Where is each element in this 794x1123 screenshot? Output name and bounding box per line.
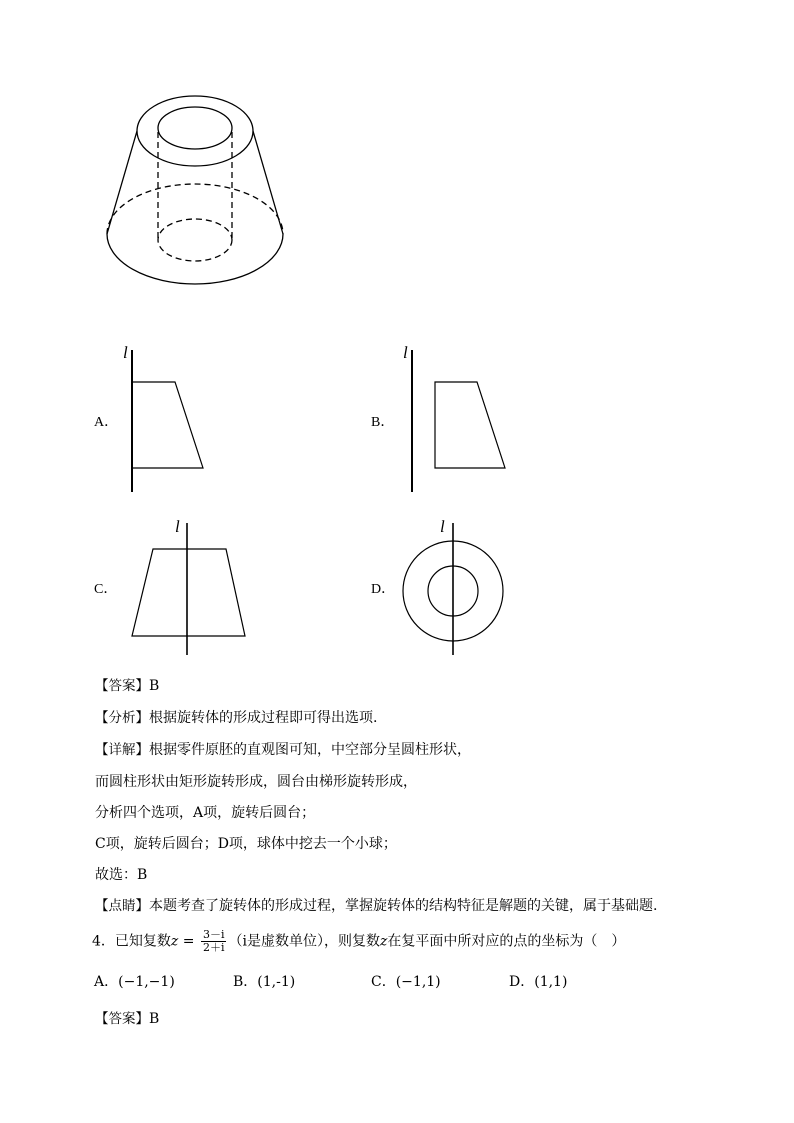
q4-var-z: z bbox=[170, 933, 179, 950]
trapezoid-c bbox=[132, 549, 245, 636]
q4-var-z2: z bbox=[379, 933, 388, 950]
q4-choice-c[interactable] bbox=[371, 971, 441, 991]
q4-choice-a-value: (−1,−1) bbox=[118, 974, 175, 990]
axis-l-label-d: l bbox=[440, 517, 445, 536]
option-a-label[interactable]: A． bbox=[94, 415, 119, 430]
q4-fraction bbox=[201, 929, 227, 954]
detail-tag: 【详解】 bbox=[95, 742, 149, 758]
q4-frac-num: 3－i bbox=[202, 928, 225, 941]
analysis-line bbox=[95, 708, 377, 728]
q4-choice-d-label: D． bbox=[509, 974, 535, 990]
option-c-label[interactable]: C． bbox=[94, 582, 118, 597]
option-c-figure[interactable] bbox=[125, 515, 255, 660]
left-slant-edge bbox=[107, 131, 137, 234]
q4-choice-b-value: (1,‐1) bbox=[257, 974, 296, 990]
q4-choice-c-value: (−1,1) bbox=[395, 974, 441, 990]
q4-answer-line bbox=[95, 1009, 159, 1029]
q4-choice-b-label: B． bbox=[233, 974, 258, 990]
bottom-back-arc bbox=[107, 184, 283, 234]
q4-prefix: 4．已知复数 bbox=[92, 933, 171, 950]
trapezoid-b bbox=[435, 382, 505, 468]
comment-text: 本题考查了旋转体的形成过程，掌握旋转体的结构特征是解题的关键，属于基础题. bbox=[149, 898, 658, 914]
option-a-figure[interactable] bbox=[115, 340, 215, 500]
option-d-label[interactable]: D． bbox=[371, 582, 396, 597]
answer-line bbox=[95, 676, 159, 696]
option-b-figure[interactable] bbox=[395, 340, 515, 500]
q4-middle: （i是虚数单位），则复数 bbox=[228, 933, 380, 950]
q4-eq: = bbox=[178, 933, 199, 950]
hole-bottom-ellipse bbox=[158, 219, 232, 261]
q4-choice-d-value: (1,1) bbox=[534, 974, 568, 990]
detail-line-4: C项，旋转后圆台；D项，球体中挖去一个小球； bbox=[95, 836, 397, 852]
comment-line bbox=[95, 896, 657, 916]
axis-l-label-c: l bbox=[175, 517, 180, 536]
analysis-tag: 【分析】 bbox=[95, 710, 149, 726]
q4-choice-a[interactable] bbox=[94, 971, 175, 991]
q4-choice-b[interactable] bbox=[233, 971, 295, 991]
bottom-front-arc bbox=[107, 234, 283, 284]
detail-line-2: 而圆柱形状由矩形旋转形成，圆台由梯形旋转形成， bbox=[95, 774, 417, 790]
axis-l-label-b: l bbox=[403, 343, 408, 362]
option-d-figure[interactable] bbox=[398, 515, 513, 660]
q4-suffix: 在复平面中所对应的点的坐标为（ ） bbox=[387, 933, 626, 950]
detail-line-5: 故选：B bbox=[95, 867, 148, 883]
analysis-text: 根据旋转体的形成过程即可得出选项. bbox=[149, 710, 378, 726]
option-b-label[interactable]: B． bbox=[371, 415, 395, 430]
q4-choice-a-label: A． bbox=[94, 974, 119, 990]
comment-tag: 【点睛】 bbox=[95, 898, 149, 914]
detail-text-1: 根据零件原胚的直观图可知，中空部分呈圆柱形状， bbox=[149, 742, 471, 758]
trapezoid-a bbox=[132, 382, 203, 468]
q4-frac-den: 2＋i bbox=[202, 941, 225, 954]
top-inner-ellipse bbox=[158, 107, 232, 149]
answer-value: B bbox=[149, 678, 160, 694]
axis-l-label-a: l bbox=[123, 343, 128, 362]
answer-tag: 【答案】 bbox=[95, 678, 149, 694]
q4-choice-c-label: C． bbox=[371, 974, 396, 990]
q4-choice-d[interactable] bbox=[509, 971, 567, 991]
detail-line-3: 分析四个选项，A项，旋转后圆台； bbox=[95, 805, 316, 821]
q4-answer-tag: 【答案】 bbox=[95, 1011, 149, 1027]
detail-line-1 bbox=[95, 740, 471, 760]
q4-answer-value: B bbox=[149, 1011, 160, 1027]
frustum-with-hole-figure bbox=[100, 92, 300, 302]
question-4-stem bbox=[92, 929, 625, 954]
